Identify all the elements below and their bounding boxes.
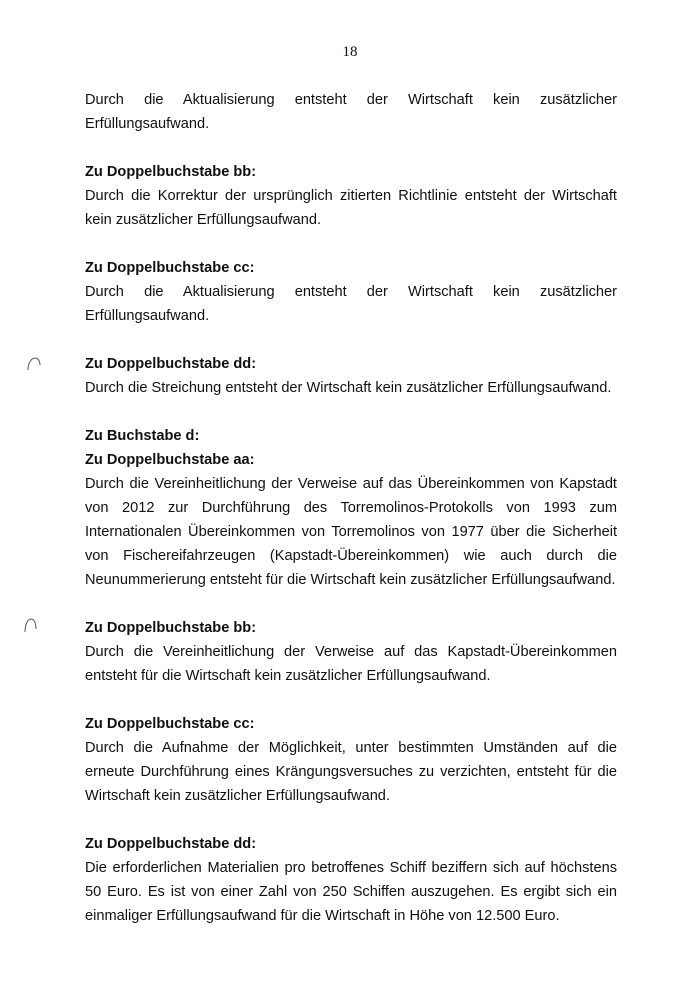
document-body bbox=[85, 88, 617, 928]
paragraph: Durch die Vereinheitlichung der Verweise auf das Kapstadt-Übereinkommen entsteht für die Wirtschaft kein zusätzlicher Erfüllungsaufwand. bbox=[85, 644, 617, 684]
section-heading: Zu Doppelbuchstabe bb: bbox=[85, 164, 257, 180]
section-heading: Zu Doppelbuchstabe bb: bbox=[85, 620, 257, 636]
section-heading: Zu Doppelbuchstabe dd: bbox=[85, 356, 257, 372]
paragraph: Durch die Korrektur der ursprünglich zitierten Richtlinie entsteht der Wirtschaft kein zusätzlicher Erfüllungsaufwand. bbox=[85, 188, 617, 228]
section-heading: Zu Doppelbuchstabe cc: bbox=[85, 716, 255, 732]
paragraph: Durch die Streichung entsteht der Wirtschaft kein zusätzlicher Erfüllungsaufwand. bbox=[85, 380, 612, 396]
section-heading: Zu Buchstabe d: bbox=[85, 428, 200, 444]
section-subheading: Zu Doppelbuchstabe aa: bbox=[85, 452, 255, 468]
punch-hole-mark-icon bbox=[22, 617, 38, 633]
paragraph: Durch die Aufnahme der Möglichkeit, unter bestimmten Umständen auf die erneute Durchführung eines Krängungsversuches zu verzichten, entsteht für die Wirtschaft kein zusätzlicher Erfüllungsaufwand. bbox=[85, 740, 617, 804]
paragraph: Durch die Vereinheitlichung der Verweise auf das Übereinkommen von Kapstadt von 2012 zur Durchführung des Torremolinos-Protokolls von 1993 zum Internationalen Übereinkommen von Torremolinos von 1977 über die Sicherheit von Fischereifahrzeugen (Kapstadt-Übereinkommen) wie auch durch die Neunummerierung entsteht für die Wirtschaft kein zusätzlicher Erfüllungsaufwand. bbox=[85, 476, 617, 588]
paragraph: Die erforderlichen Materialien pro betroffenes Schiff beziffern sich auf höchstens 50 Euro. Es ist von einer Zahl von 250 Schiffen auszugehen. Es ergibt sich ein einmaliger Erfüllungsaufwand für die Wirtschaft in Höhe von 12.500 Euro. bbox=[85, 860, 617, 924]
page-number: 18 bbox=[342, 44, 358, 60]
paragraph: Durch die Aktualisierung entsteht der Wirtschaft kein zusätzlicher Erfüllungsaufwand. bbox=[85, 92, 617, 132]
punch-hole-mark-icon bbox=[26, 356, 42, 372]
paragraph: Durch die Aktualisierung entsteht der Wirtschaft kein zusätzlicher Erfüllungsaufwand. bbox=[85, 284, 617, 324]
section-heading: Zu Doppelbuchstabe cc: bbox=[85, 260, 255, 276]
section-heading: Zu Doppelbuchstabe dd: bbox=[85, 836, 257, 852]
